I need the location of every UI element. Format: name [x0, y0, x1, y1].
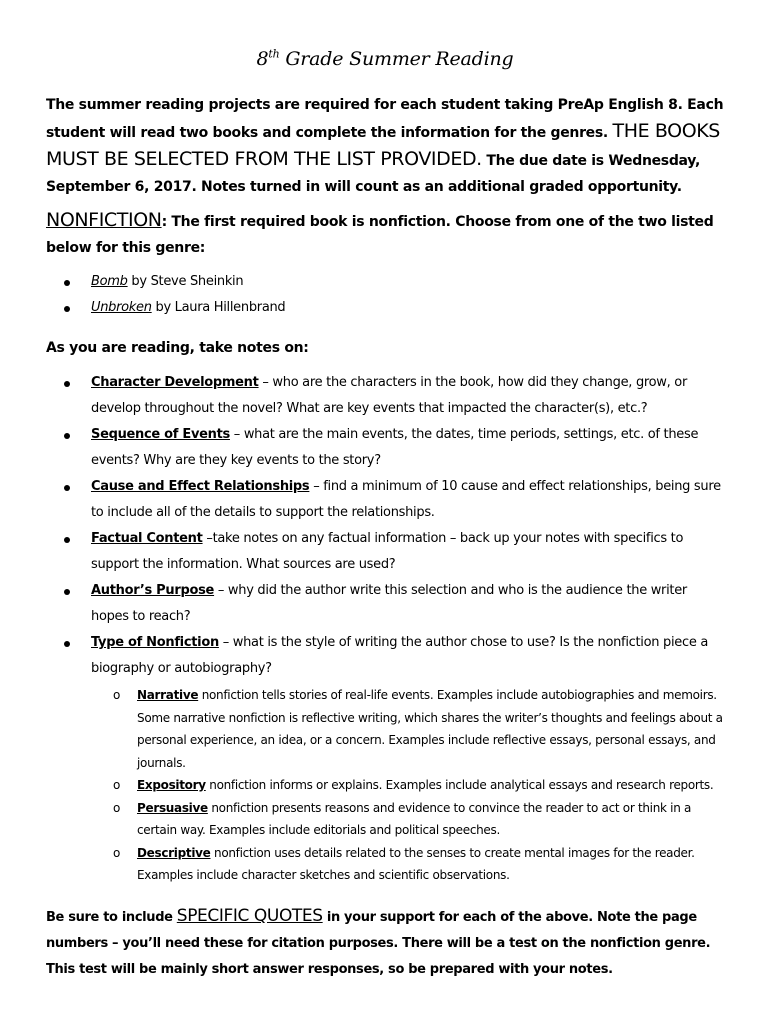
note-item [46, 370, 726, 422]
note-item [46, 630, 726, 887]
note-item [46, 578, 726, 630]
notes-heading: As you are reading, take notes on: [46, 340, 309, 356]
intro-paragraph [46, 92, 726, 200]
title-superscript: th [268, 47, 280, 61]
nonfiction-type-term: Persuasive [137, 800, 208, 815]
closing-text-1: Be sure to include [46, 910, 177, 925]
intro-text-1: The summer reading projects are required for each student taking PreAp English 8. Each student will read two books and complete the information for the genres. [46, 97, 724, 141]
note-item [46, 526, 726, 578]
title-text: Grade Summer Reading [285, 48, 514, 70]
note-term: Author’s Purpose [91, 583, 215, 598]
book-list [46, 269, 726, 321]
note-description: – why did the author write this selection and who is the audience the writer hopes to reach? [91, 583, 687, 624]
note-description: –take notes on any factual information – back up your notes with specifics to support the information. What sources are used? [91, 531, 684, 572]
note-description: – what are the main events, the dates, time periods, settings, etc. of these events? Why are they key events to the story? [91, 427, 699, 468]
nonfiction-type-term: Narrative [137, 688, 199, 702]
nonfiction-type-term: Descriptive [137, 845, 211, 860]
nonfiction-type-description: nonfiction informs or explains. Examples include analytical essays and research reports. [205, 778, 714, 792]
nonfiction-type-item [91, 797, 726, 842]
closing-paragraph [46, 903, 726, 983]
book-author: by Laura Hillenbrand [151, 300, 286, 315]
notes-list [46, 370, 726, 887]
nonfiction-instructions: : The first required book is nonfiction. Choose from one of the two listed below for this genre: [46, 214, 714, 256]
note-item [46, 422, 726, 474]
note-term: Character Development [91, 375, 259, 390]
book-item [46, 295, 726, 321]
nonfiction-type-item [91, 684, 726, 774]
title-grade-number: 8 [256, 48, 269, 70]
note-term: Sequence of Events [91, 427, 230, 442]
closing-text-2: in your support for each of the above. Note the page numbers – you’ll need these for citation purposes. There will be a test on the nonfiction genre. This test will be mainly short answer responses, so be prepared with your notes. [46, 910, 711, 977]
nonfiction-heading [46, 207, 726, 261]
nonfiction-type-item [91, 774, 726, 797]
note-term: Factual Content [91, 531, 203, 546]
note-description: – who are the characters in the book, how did they change, grow, or develop throughout the novel? What are key events that impacted the character(s), etc.? [91, 375, 687, 416]
note-item [46, 474, 726, 526]
note-term: Type of Nonfiction [91, 635, 219, 650]
nonfiction-type-term: Expository [137, 778, 206, 792]
book-item [46, 269, 726, 295]
book-author: by Steve Sheinkin [127, 274, 244, 289]
nonfiction-type-description: nonfiction tells stories of real-life events. Examples include autobiographies and memoirs. Some narrative nonfiction is reflective writing, which shares the writer’s thoughts and feelings about a personal experience, an idea, or a concern. Examples include reflective essays, personal essays, and journals. [137, 688, 723, 770]
nonfiction-type-description: nonfiction uses details related to the senses to create mental images for the reader. Examples include character sketches and scientific observations. [137, 845, 695, 882]
note-description: – what is the style of writing the author chose to use? Is the nonfiction piece a biography or autobiography? [91, 635, 709, 676]
page-title [0, 48, 770, 70]
book-title: Bomb [91, 274, 128, 289]
nonfiction-label: NONFICTION [46, 209, 162, 231]
book-title: Unbroken [91, 300, 152, 315]
intro-text-2: The due date is Wednesday, September 6, 2017. Notes turned in will count as an additional graded opportunity. [46, 153, 701, 195]
closing-emphasis: SPECIFIC QUOTES [176, 906, 323, 926]
note-description: – find a minimum of 10 cause and effect relationships, being sure to include all of the details to support the relationships. [91, 479, 721, 520]
note-term: Cause and Effect Relationships [91, 479, 310, 494]
nonfiction-types-list [91, 684, 726, 887]
nonfiction-type-description: nonfiction presents reasons and evidence to convince the reader to act or think in a certain way. Examples include editorials and political speeches. [137, 800, 692, 837]
intro-emphasis: THE BOOKS MUST BE SELECTED FROM THE LIST PROVIDED. [46, 120, 720, 170]
nonfiction-type-item [91, 842, 726, 887]
